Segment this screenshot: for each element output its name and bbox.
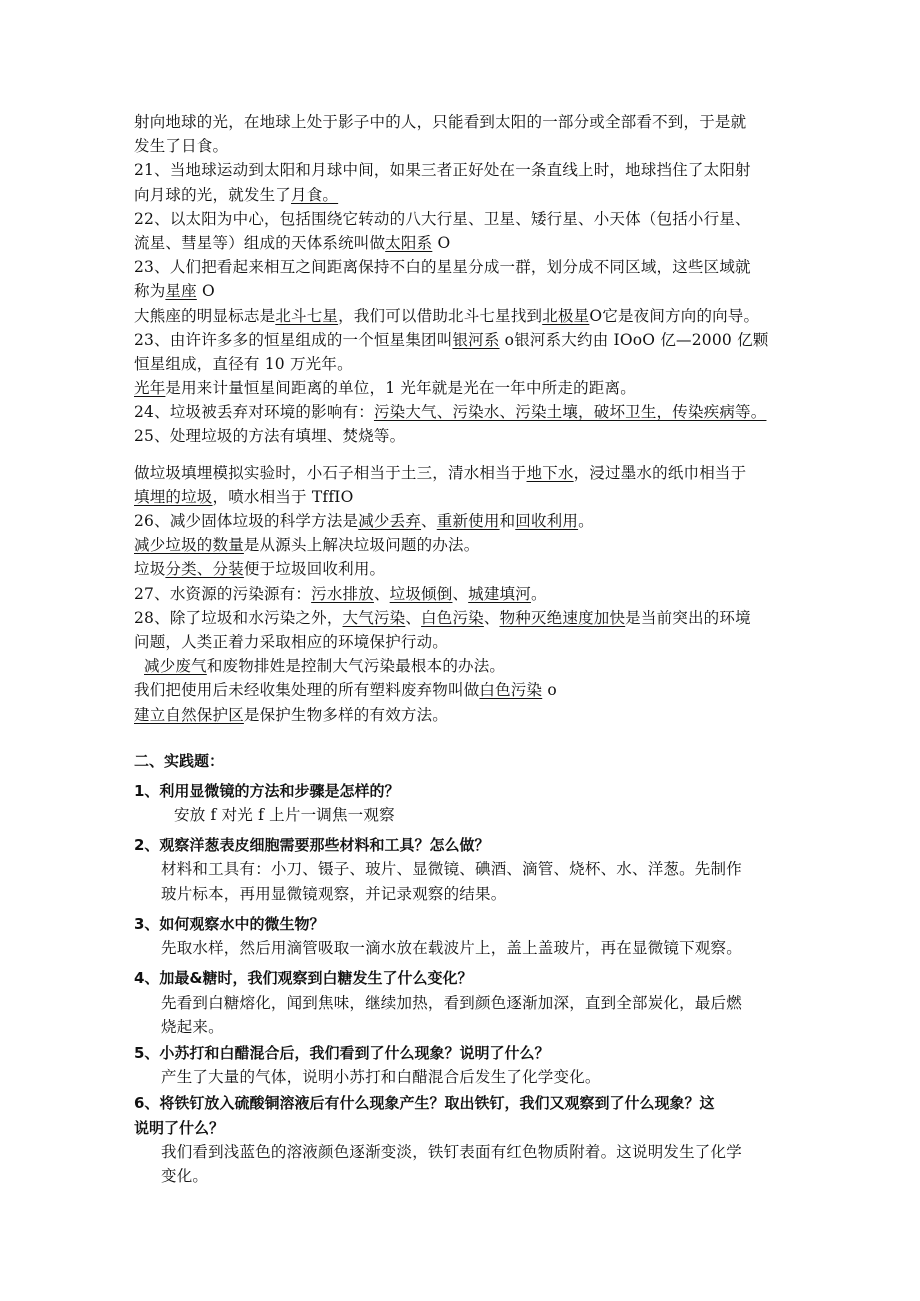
text-segment: 、: [421, 512, 437, 530]
underlined-answer: 白色污染: [421, 608, 484, 627]
answer-line: 产生了大量的气体，说明小苏打和白醋混合后发生了化学变化。: [161, 1068, 601, 1087]
text-line: [134, 509, 804, 533]
text-line: [134, 376, 804, 400]
answer-line: 材料和工具有：小刀、镊子、玻片、显微镜、碘酒、滴管、烧杯、水、洋葱。先制作: [161, 860, 742, 879]
text-line: [134, 703, 804, 727]
answer-line: 变化。: [161, 1166, 209, 1185]
text-line: [134, 424, 804, 448]
text-segment: 大熊座的明显标志是: [134, 306, 276, 325]
underlined-answer: 减少丢弃: [358, 512, 422, 530]
text-segment: 流星、彗星等）组成的天体系统叫做: [134, 233, 386, 252]
practice-question: 5、小苏打和白醋混合后，我们看到了什么现象？说明了什么？: [134, 1043, 550, 1062]
practice-section: [134, 779, 804, 1188]
underlined-answer: 地下水: [526, 463, 574, 482]
practice-question: 4、加最&糖时，我们观察到白糖发生了什么变化？: [134, 969, 473, 988]
text-segment: 26、减少固体垃圾的科学方法是: [134, 512, 359, 530]
text-segment: 。: [530, 584, 547, 603]
fill-in-section: [134, 110, 804, 727]
practice-answer: [134, 1065, 804, 1089]
text-segment: 、: [483, 608, 500, 627]
text-line: [134, 352, 804, 376]
text-segment: o银河系大约由 IOoO 亿—2000 亿颗: [499, 330, 769, 349]
text-line: [134, 582, 804, 606]
text-segment: 恒星组成，直径有 10 万光年。: [134, 354, 353, 373]
practice-question: 3、如何观察水中的微生物？: [134, 914, 325, 933]
document-page: [134, 110, 804, 1188]
text-line: [134, 255, 804, 279]
text-segment: 、: [373, 584, 390, 603]
text-line: [134, 606, 804, 630]
text-line: [134, 630, 804, 654]
text-segment: 22、以太阳为中心，包括围绕它转动的八大行星、卫星、矮行星、小天体（包括小行星、: [134, 209, 751, 228]
text-segment: 28、除了垃圾和水污染之外，: [134, 608, 343, 627]
underlined-answer: 银河系: [452, 330, 500, 349]
section-title: 二、实践题：: [134, 751, 225, 770]
underlined-answer: 填埋的垃圾: [134, 487, 213, 506]
practice-question-cont: 说明了什么？: [134, 1118, 225, 1137]
text-segment: 发生了日食。: [134, 137, 229, 156]
text-line: [134, 678, 804, 702]
underlined-answer: 光年: [134, 379, 166, 398]
text-segment: 和: [499, 512, 516, 530]
underlined-answer: 回收利用: [515, 512, 579, 530]
underlined-answer: 太阳系: [385, 233, 433, 252]
text-segment: 、: [405, 608, 422, 627]
underlined-answer: 重新使用: [436, 512, 500, 530]
text-segment: 射向地球的光，在地球上处于影子中的人，只能看到太阳的一部分或全部看不到，于是就: [134, 113, 747, 131]
text-segment: 27、水资源的污染源有：: [134, 584, 312, 603]
practice-answer: [134, 857, 804, 905]
text-segment: 向月球的光，就发生了: [134, 185, 292, 204]
text-segment: 是从源头上解决垃圾问题的办法。: [243, 536, 480, 555]
underlined-answer: 物种灭绝速度加快: [499, 608, 626, 627]
text-segment: 25、处理垃圾的方法有填埋、焚烧等。: [134, 427, 406, 446]
underlined-answer: 北斗七星: [275, 306, 339, 325]
text-line: [134, 158, 804, 182]
practice-question: 6、将铁钉放入硫酸铜溶液后有什么现象产生？取出铁钉，我们又观察到了什么现象？这: [134, 1094, 715, 1113]
underlined-answer: 减少垃圾的数量: [134, 536, 244, 555]
paragraph-gap: [134, 449, 804, 461]
underlined-answer: 分类、分装: [165, 560, 244, 579]
text-segment: 垃圾: [134, 560, 166, 579]
practice-question: 2、观察洋葱表皮细胞需要那些材料和工具？怎么做？: [134, 836, 490, 855]
text-segment: 23、人们把看起来相互之间距离保持不白的星星分成一群，划分成不同区域，这些区域就: [134, 258, 751, 277]
answer-line: 安放 f 对光 f 上片一调焦一观察: [174, 806, 395, 825]
text-segment: 24、垃圾被丢弃对环境的影响有：: [134, 403, 374, 422]
underlined-answer: 垃圾倾倒: [389, 584, 453, 603]
answer-line: 我们看到浅蓝色的溶液颜色逐渐变淡，铁钉表面有红色物质附着。这说明发生了化学: [161, 1142, 742, 1161]
underlined-answer: 白色污染: [479, 681, 543, 700]
text-segment: 是用来计量恒星间距离的单位，1 光年就是光在一年中所走的距离。: [165, 379, 636, 398]
text-line: [134, 183, 804, 207]
text-segment: 和废物排姓是控制大气污染最根本的办法。: [206, 657, 506, 676]
text-segment: ，浸过墨水的纸巾相当于: [573, 463, 747, 482]
underlined-answer: 大气污染: [342, 608, 406, 627]
text-segment: 称为: [134, 282, 166, 301]
text-line: [134, 328, 804, 352]
text-segment: 是当前突出的环境: [625, 608, 751, 627]
answer-line: 先看到白糖熔化，闻到焦味，继续加热，看到颜色逐渐加深，直到全部炭化，最后燃: [161, 993, 742, 1012]
practice-answer: [134, 1140, 804, 1188]
underlined-answer: 减少废气: [144, 657, 207, 676]
text-segment: 23、由许许多多的恒星组成的一个恒星集团叫: [134, 330, 453, 349]
underlined-answer: 建立自然保护区: [134, 705, 244, 724]
underlined-answer: 污水排放: [311, 584, 374, 603]
answer-line: 先取水样，然后用滴管吸取一滴水放在载波片上，盖上盖玻片，再在显微镜下观察。: [161, 939, 742, 958]
text-line: [134, 400, 804, 424]
text-line: [134, 231, 804, 255]
text-segment: 、: [452, 584, 469, 603]
underlined-answer: 北极星: [542, 306, 590, 325]
text-segment: o: [542, 681, 557, 700]
text-line: [134, 279, 804, 303]
text-segment: 是保护生物多样的有效方法。: [243, 705, 449, 724]
text-line: [134, 557, 804, 581]
text-segment: O: [196, 282, 215, 301]
text-segment: 问题，人类正着力采取相应的环境保护行动。: [134, 632, 449, 651]
practice-answer: [134, 991, 804, 1039]
text-segment: ，我们可以借助北斗七星找到: [338, 306, 543, 325]
underlined-answer: 污染大气、污染水、污染土壤，破坏卫生，传染疾病等。: [373, 403, 767, 422]
text-line: [134, 134, 804, 158]
answer-line: 烧起来。: [161, 1017, 224, 1036]
text-segment: 。: [578, 512, 594, 530]
text-segment: ，喷水相当于 TffIO: [212, 487, 354, 506]
text-line: [134, 110, 804, 134]
practice-answer: [134, 936, 804, 960]
text-line: [134, 533, 804, 557]
practice-question: 1、利用显微镜的方法和步骤是怎样的？: [134, 781, 400, 800]
underlined-answer: 星座: [165, 282, 197, 301]
practice-answer: [134, 803, 804, 827]
text-line: [134, 461, 804, 485]
underlined-answer: 城建填河: [468, 584, 531, 603]
text-line: [134, 207, 804, 231]
text-line: [134, 654, 804, 678]
text-segment: 做垃圾填埋模拟实验时，小石子相当于土三，清水相当于: [134, 463, 527, 482]
text-segment: 便于垃圾回收利用。: [243, 560, 386, 579]
underlined-answer: 月食。: [291, 185, 339, 204]
text-segment: O它是夜间方向的向导。: [589, 306, 760, 325]
text-segment: 我们把使用后未经收集处理的所有塑料废弃物叫做: [134, 681, 480, 700]
answer-line: 玻片标本，再用显微镜观察，并记录观察的结果。: [161, 884, 507, 903]
text-line: [134, 485, 804, 509]
text-line: [134, 304, 804, 328]
text-segment: 21、当地球运动到太阳和月球中间，如果三者正好处在一条直线上时，地球挡住了太阳射: [134, 161, 751, 180]
text-segment: O: [432, 233, 451, 252]
section-gap: [134, 727, 804, 749]
